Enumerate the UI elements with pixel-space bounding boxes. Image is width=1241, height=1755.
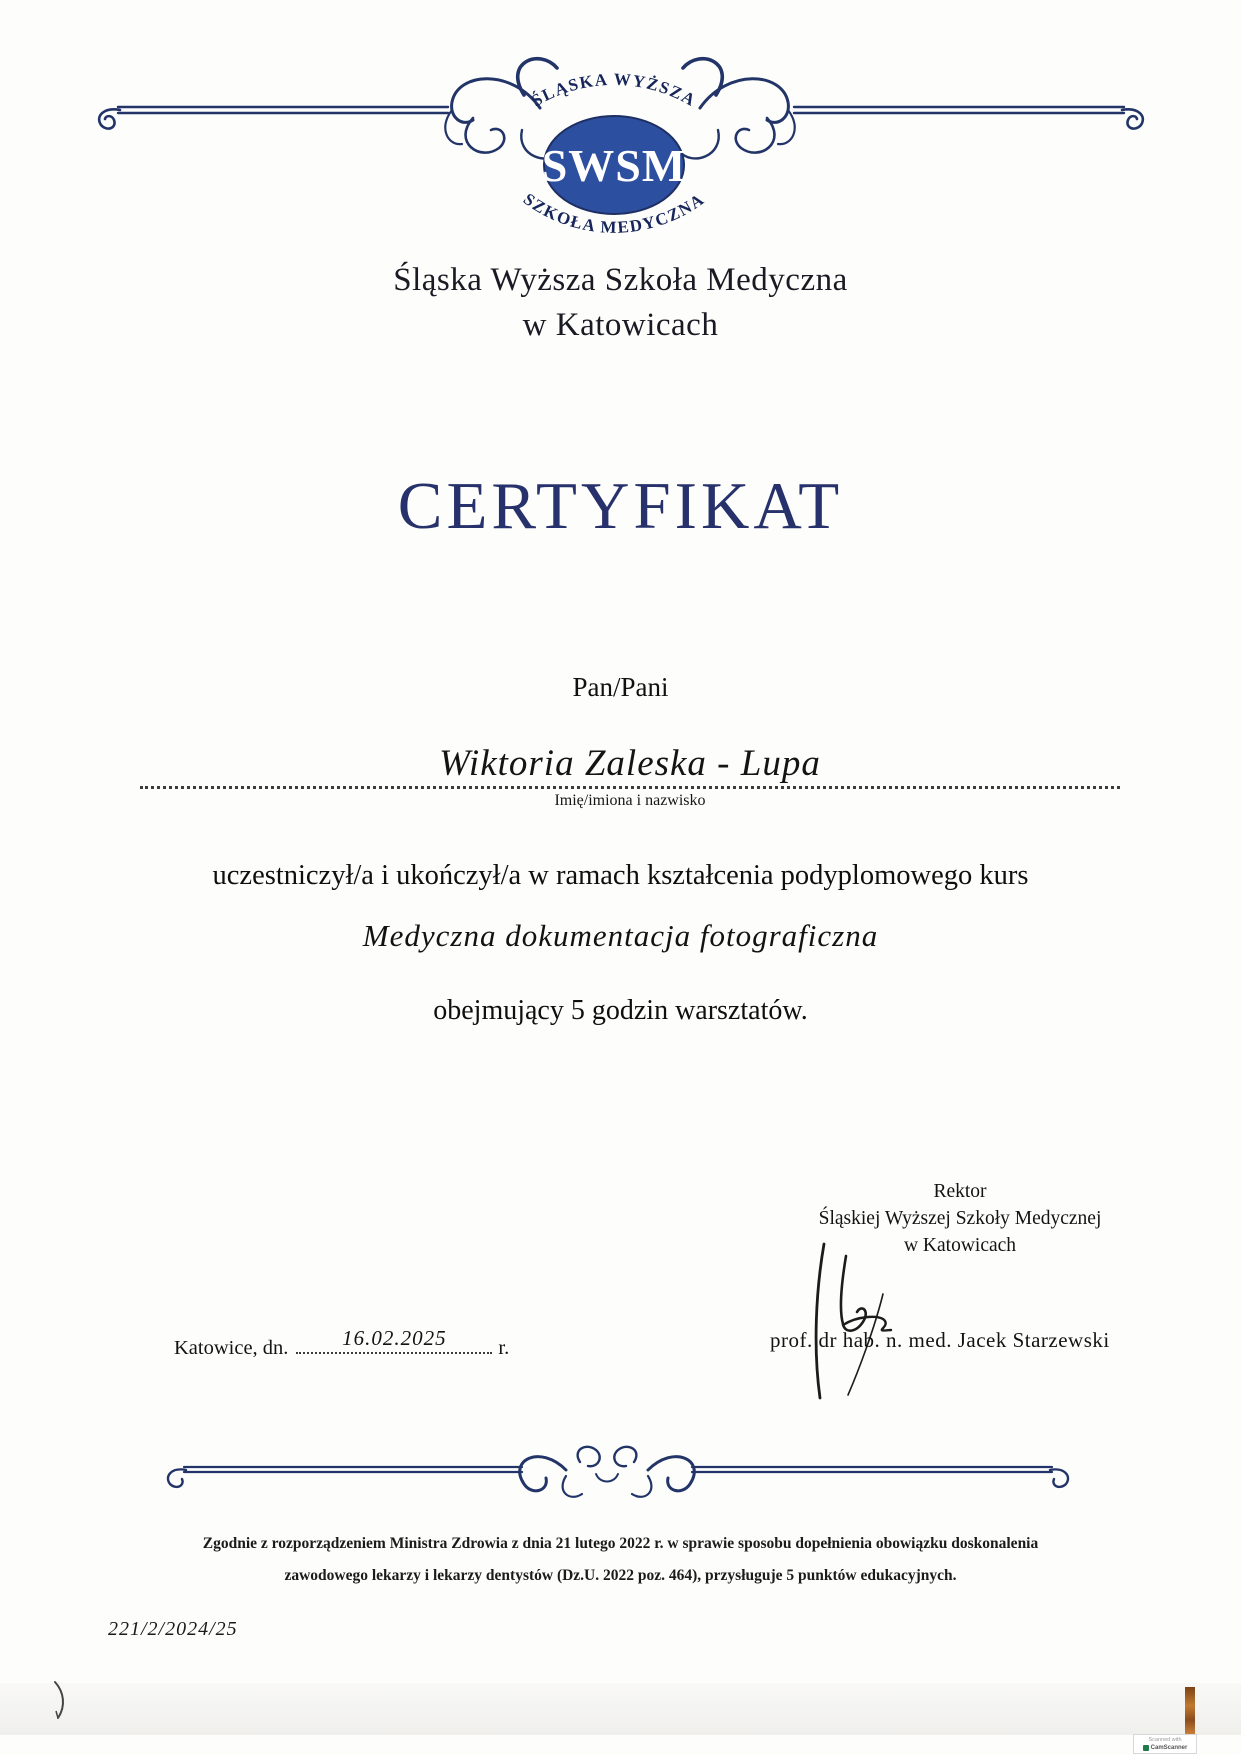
recipient-name-block — [140, 742, 1120, 810]
duration-text: obejmujący 5 godzin warsztatów. — [433, 995, 808, 1026]
official-org2: w Katowicach — [903, 1235, 1017, 1256]
date-prefix: Katowice, dn. — [174, 1337, 289, 1359]
logo-arc-top: ŚLĄSKA WYŻSZA — [528, 69, 700, 111]
official-org1: Śląskiej Wyższej Szkoły Medycznej — [818, 1208, 1102, 1229]
logo-arc-bottom: SZKOŁA MEDYCZNA — [519, 189, 709, 237]
svg-text:ŚLĄSKA WYŻSZA — [528, 70, 699, 111]
course-title: Medyczna dokumentacja fotograficzna — [362, 918, 879, 953]
scan-shade — [0, 1683, 1241, 1735]
institution-line2: w Katowicach — [522, 307, 719, 343]
camscanner-badge — [1133, 1734, 1197, 1754]
certificate-title: CERTYFIKAT — [397, 469, 844, 543]
salutation: Pan/Pani — [572, 672, 669, 702]
camscanner-icon — [1143, 1745, 1149, 1751]
logo-acronym: SWSM — [541, 140, 687, 191]
scan-ruler-strip — [1185, 1687, 1195, 1734]
name-dotted-line — [140, 742, 1120, 789]
swsm-logo — [520, 70, 708, 237]
signature-ink — [762, 1232, 932, 1404]
date-value: 16.02.2025 — [342, 1326, 447, 1350]
institution-line1: Śląska Wyższa Szkoła Medyczna — [393, 262, 848, 298]
date-suffix: r. — [498, 1337, 510, 1359]
date-block — [174, 1326, 509, 1360]
camscanner-line1: Scanned with — [1148, 1736, 1182, 1743]
top-ornament — [0, 50, 1241, 245]
camscanner-line2: CamScanner — [1150, 1745, 1188, 1751]
pen-mark — [45, 1678, 75, 1724]
institution-name — [0, 258, 1241, 348]
recipient-name: Wiktoria Zaleska - Lupa — [439, 743, 821, 784]
legal-text — [0, 1528, 1241, 1592]
name-caption: Imię/imiona i nazwisko — [554, 792, 706, 809]
certificate-number: 221/2/2024/25 — [108, 1618, 238, 1640]
bottom-ornament — [0, 1440, 1241, 1512]
official-role: Rektor — [933, 1181, 987, 1202]
legal-line2: zawodowego lekarzy i lekarzy dentystów (Dz.U. 2022 poz. 464), przysługuje 5 punktów edukacyjnych. — [284, 1567, 957, 1584]
date-dotted-line — [296, 1326, 492, 1354]
participation-text: uczestniczył/a i ukończył/a w ramach kształcenia podyplomowego kurs — [212, 860, 1029, 891]
legal-line1: Zgodnie z rozporządzeniem Ministra Zdrowia z dnia 21 lutego 2022 r. w sprawie sposobu dopełnienia obowiązku doskonalenia — [202, 1535, 1039, 1552]
signer-name: prof. dr hab. n. med. Jacek Starzewski — [770, 1328, 1110, 1352]
